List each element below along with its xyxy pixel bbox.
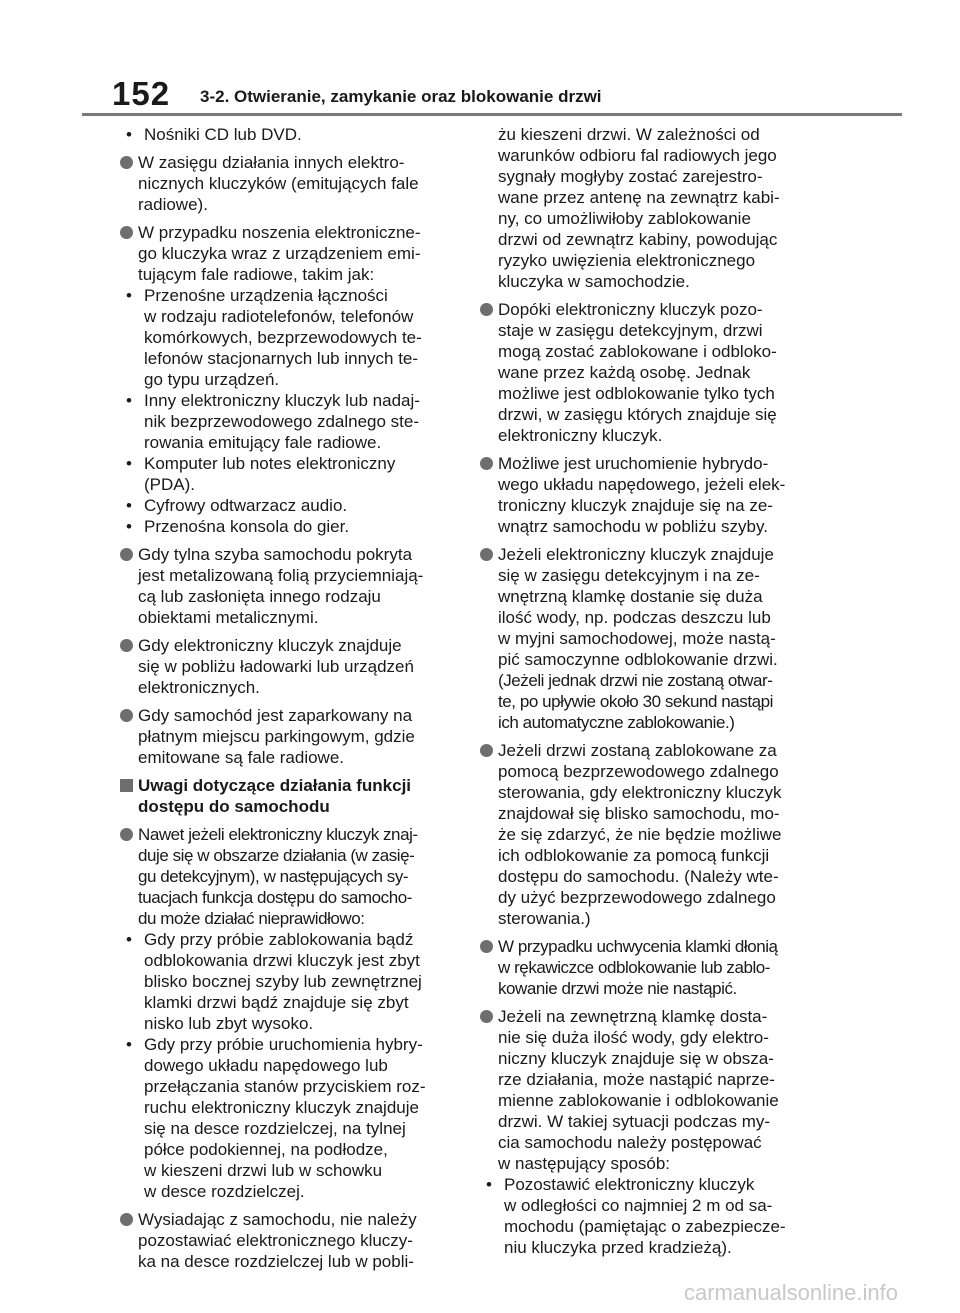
bullet-item [120,285,455,390]
section-heading [120,775,455,817]
bullet-item [120,124,455,145]
circle-bullet-icon [120,156,133,169]
bullet-marker: • [126,930,132,949]
bullet-marker: • [126,286,132,305]
watermark: carmanualsonline.info [683,1280,898,1305]
circle-item [480,936,815,999]
circle-item [120,1209,455,1272]
note-text-body: (Jeżeli jednak drzwi nie zostaną otwar- te, po upływie około 30 sekund nastąpi ich automatyczne zablokowanie.) [498,671,773,732]
bullet-item [480,1174,815,1258]
circle-item [480,544,815,670]
bullet-text: Cyfrowy odtwarzacz audio. [144,496,348,515]
circle-bullet-icon [120,828,133,841]
circle-item [480,1006,815,1174]
circle-item-text: W przypadku uchwycenia klamki dłonią w rękawiczce odblokowanie lub zablo- kowanie drzwi może nie nastąpić. [498,937,778,998]
bullet-marker: • [126,454,132,473]
circle-item [480,453,815,537]
circle-item-text: Gdy samochód jest zaparkowany na płatnym miejscu parkingowym, gdzie emitowane są fale radiowe. [138,706,415,767]
circle-item-text: Jeżeli drzwi zostaną zablokowane za pomocą bezprzewodowego zdalnego sterowania, gdy elektroniczny kluczyk znajdował się blisko samochodu, mo- że się zdarzyć, że nie będzie możliwe ich odblokowanie za pomocą funkcji dostępu do samochodu. (Należy wte- dy użyć bezprzewodowego zdalnego sterowania.) [498,741,782,928]
circle-item-text: W zasięgu działania innych elektro- nicznych kluczyków (emitujących fale radiowe). [138,153,419,214]
circle-item [120,222,455,285]
bullet-text: Przenośne urządzenia łączności w rodzaju radiotelefonów, telefonów komórkowych, bezprzewodowych te- lefonów stacjonarnych lub innych te- go typu urządzeń. [144,286,422,389]
circle-item [120,544,455,628]
bullet-text: Gdy przy próbie zablokowania bądź odblokowania drzwi kluczyk jest zbyt blisko bocznej szyby lub zewnętrznej klamki drzwi bądź znajduje się zbyt nisko lub zbyt wysoko. [144,930,422,1033]
circle-bullet-icon [120,548,133,561]
bullet-item [120,516,455,537]
circle-item [120,152,455,215]
circle-bullet-icon [120,226,133,239]
circle-bullet-icon [480,457,493,470]
left-column [120,124,455,1279]
bullet-item [120,495,455,516]
bullet-marker: • [486,1175,492,1194]
circle-item-text: Jeżeli na zewnętrzną klamkę dosta- nie się duża ilość wody, gdy elektro- niczny kluczyk znajduje się w obsza- rze działania, może nastąpić naprze- mienne zablokowanie i odblokowanie drzwi. W takiej sytuacji podczas my- cia samochodu należy postępować w następujący sposób: [498,1007,779,1173]
header-rule [82,113,902,116]
bullet-item [120,1034,455,1202]
right-column [480,124,815,1265]
circle-bullet-icon [120,709,133,722]
circle-item-text: Możliwe jest uruchomienie hybrydo- wego układu napędowego, jeżeli elek- troniczny kluczyk znajduje się na ze- wnątrz samochodu w pobliżu szyby. [498,454,786,536]
circle-item-text: Nawet jeżeli elektroniczny kluczyk znaj- duje się w obszarze działania (w zasię- gu detekcyjnym), w następujących sy- tuacjach funkcja dostępu do samocho- du może działać nieprawidłowo: [138,825,418,928]
circle-item-text: Gdy tylna szyba samochodu pokryta jest metalizowaną folią przyciemniają- cą lub zasłonięta innego rodzaju obiektami metalicznymi. [138,545,424,627]
bullet-text: Komputer lub notes elektroniczny (PDA). [144,454,396,494]
bullet-text: Pozostawić elektroniczny kluczyk w odległości co najmniej 2 m od sa- mochodu (pamiętając o zabezpiecze- niu kluczyka przed kradzieżą). [504,1175,786,1257]
continued-text-body: żu kieszeni drzwi. W zależności od warunków odbioru fal radiowych jego sygnały mogłyby zostać zarejestro- wane przez antenę na zewnątrz kabi- ny, co umożliwiłoby zablokowanie drzwi od zewnątrz kabiny, powodując ryzyko uwięzienia elektronicznego kluczyka w samochodzie. [498,125,780,291]
bullet-text: Przenośna konsola do gier. [144,517,350,536]
circle-bullet-icon [480,744,493,757]
bullet-marker: • [126,517,132,536]
circle-item [480,299,815,446]
note-text [480,670,815,733]
circle-item-text: W przypadku noszenia elektroniczne- go kluczyka wraz z urządzeniem emi- tującym fale radiowe, takim jak: [138,223,421,284]
circle-item [120,824,455,929]
circle-bullet-icon [480,1010,493,1023]
circle-item [120,705,455,768]
bullet-marker: • [126,1035,132,1054]
square-bullet-icon [120,779,133,792]
circle-item-text: Wysiadając z samochodu, nie należy pozostawiać elektronicznego kluczy- ka na desce rozdzielczej lub w pobli- [138,1210,417,1271]
bullet-item [120,453,455,495]
circle-bullet-icon [480,940,493,953]
section-heading-text: Uwagi dotyczące działania funkcji dostępu do samochodu [138,776,412,816]
chapter-title: 3-2. Otwieranie, zamykanie oraz blokowanie drzwi [200,87,602,106]
circle-item [120,635,455,698]
circle-item-text: Dopóki elektroniczny kluczyk pozo- staje w zasięgu detekcyjnym, drzwi mogą zostać zablokowane i odbloko- wane przez każdą osobę. Jednak możliwe jest odblokowanie tylko tych drzwi, w zasięgu których znajduje się elektroniczny kluczyk. [498,300,777,445]
bullet-text: Inny elektroniczny kluczyk lub nadaj- nik bezprzewodowego zdalnego ste- rowania emitujący fale radiowe. [144,391,420,452]
bullet-marker: • [126,391,132,410]
circle-item-text: Gdy elektroniczny kluczyk znajduje się w pobliżu ładowarki lub urządzeń elektronicznych. [138,636,414,697]
circle-bullet-icon [480,548,493,561]
circle-bullet-icon [120,639,133,652]
bullet-text: Nośniki CD lub DVD. [144,125,302,144]
page-number: 152 [112,75,171,112]
continued-text [480,124,815,292]
bullet-item [120,390,455,453]
bullet-text: Gdy przy próbie uruchomienia hybry- dowego układu napędowego lub przełączania stanów przyciskiem roz- ruchu elektroniczny kluczyk znajduje się na desce rozdzielczej, na tylnej półce podokiennej, na podłodze, w kieszeni drzwi lub w schowku w desce rozdzielczej. [144,1035,426,1201]
bullet-marker: • [126,496,132,515]
page-header [82,74,902,114]
circle-item [480,740,815,929]
bullet-marker: • [126,125,132,144]
circle-bullet-icon [480,303,493,316]
circle-item-text: Jeżeli elektroniczny kluczyk znajduje się w zasięgu detekcyjnym i na ze- wnętrzną klamkę dostanie się duża ilość wody, np. podczas deszczu lub w myjni samochodowej, może nastą- pić samoczynne odblokowanie drzwi. [498,545,778,669]
circle-bullet-icon [120,1213,133,1226]
bullet-item [120,929,455,1034]
